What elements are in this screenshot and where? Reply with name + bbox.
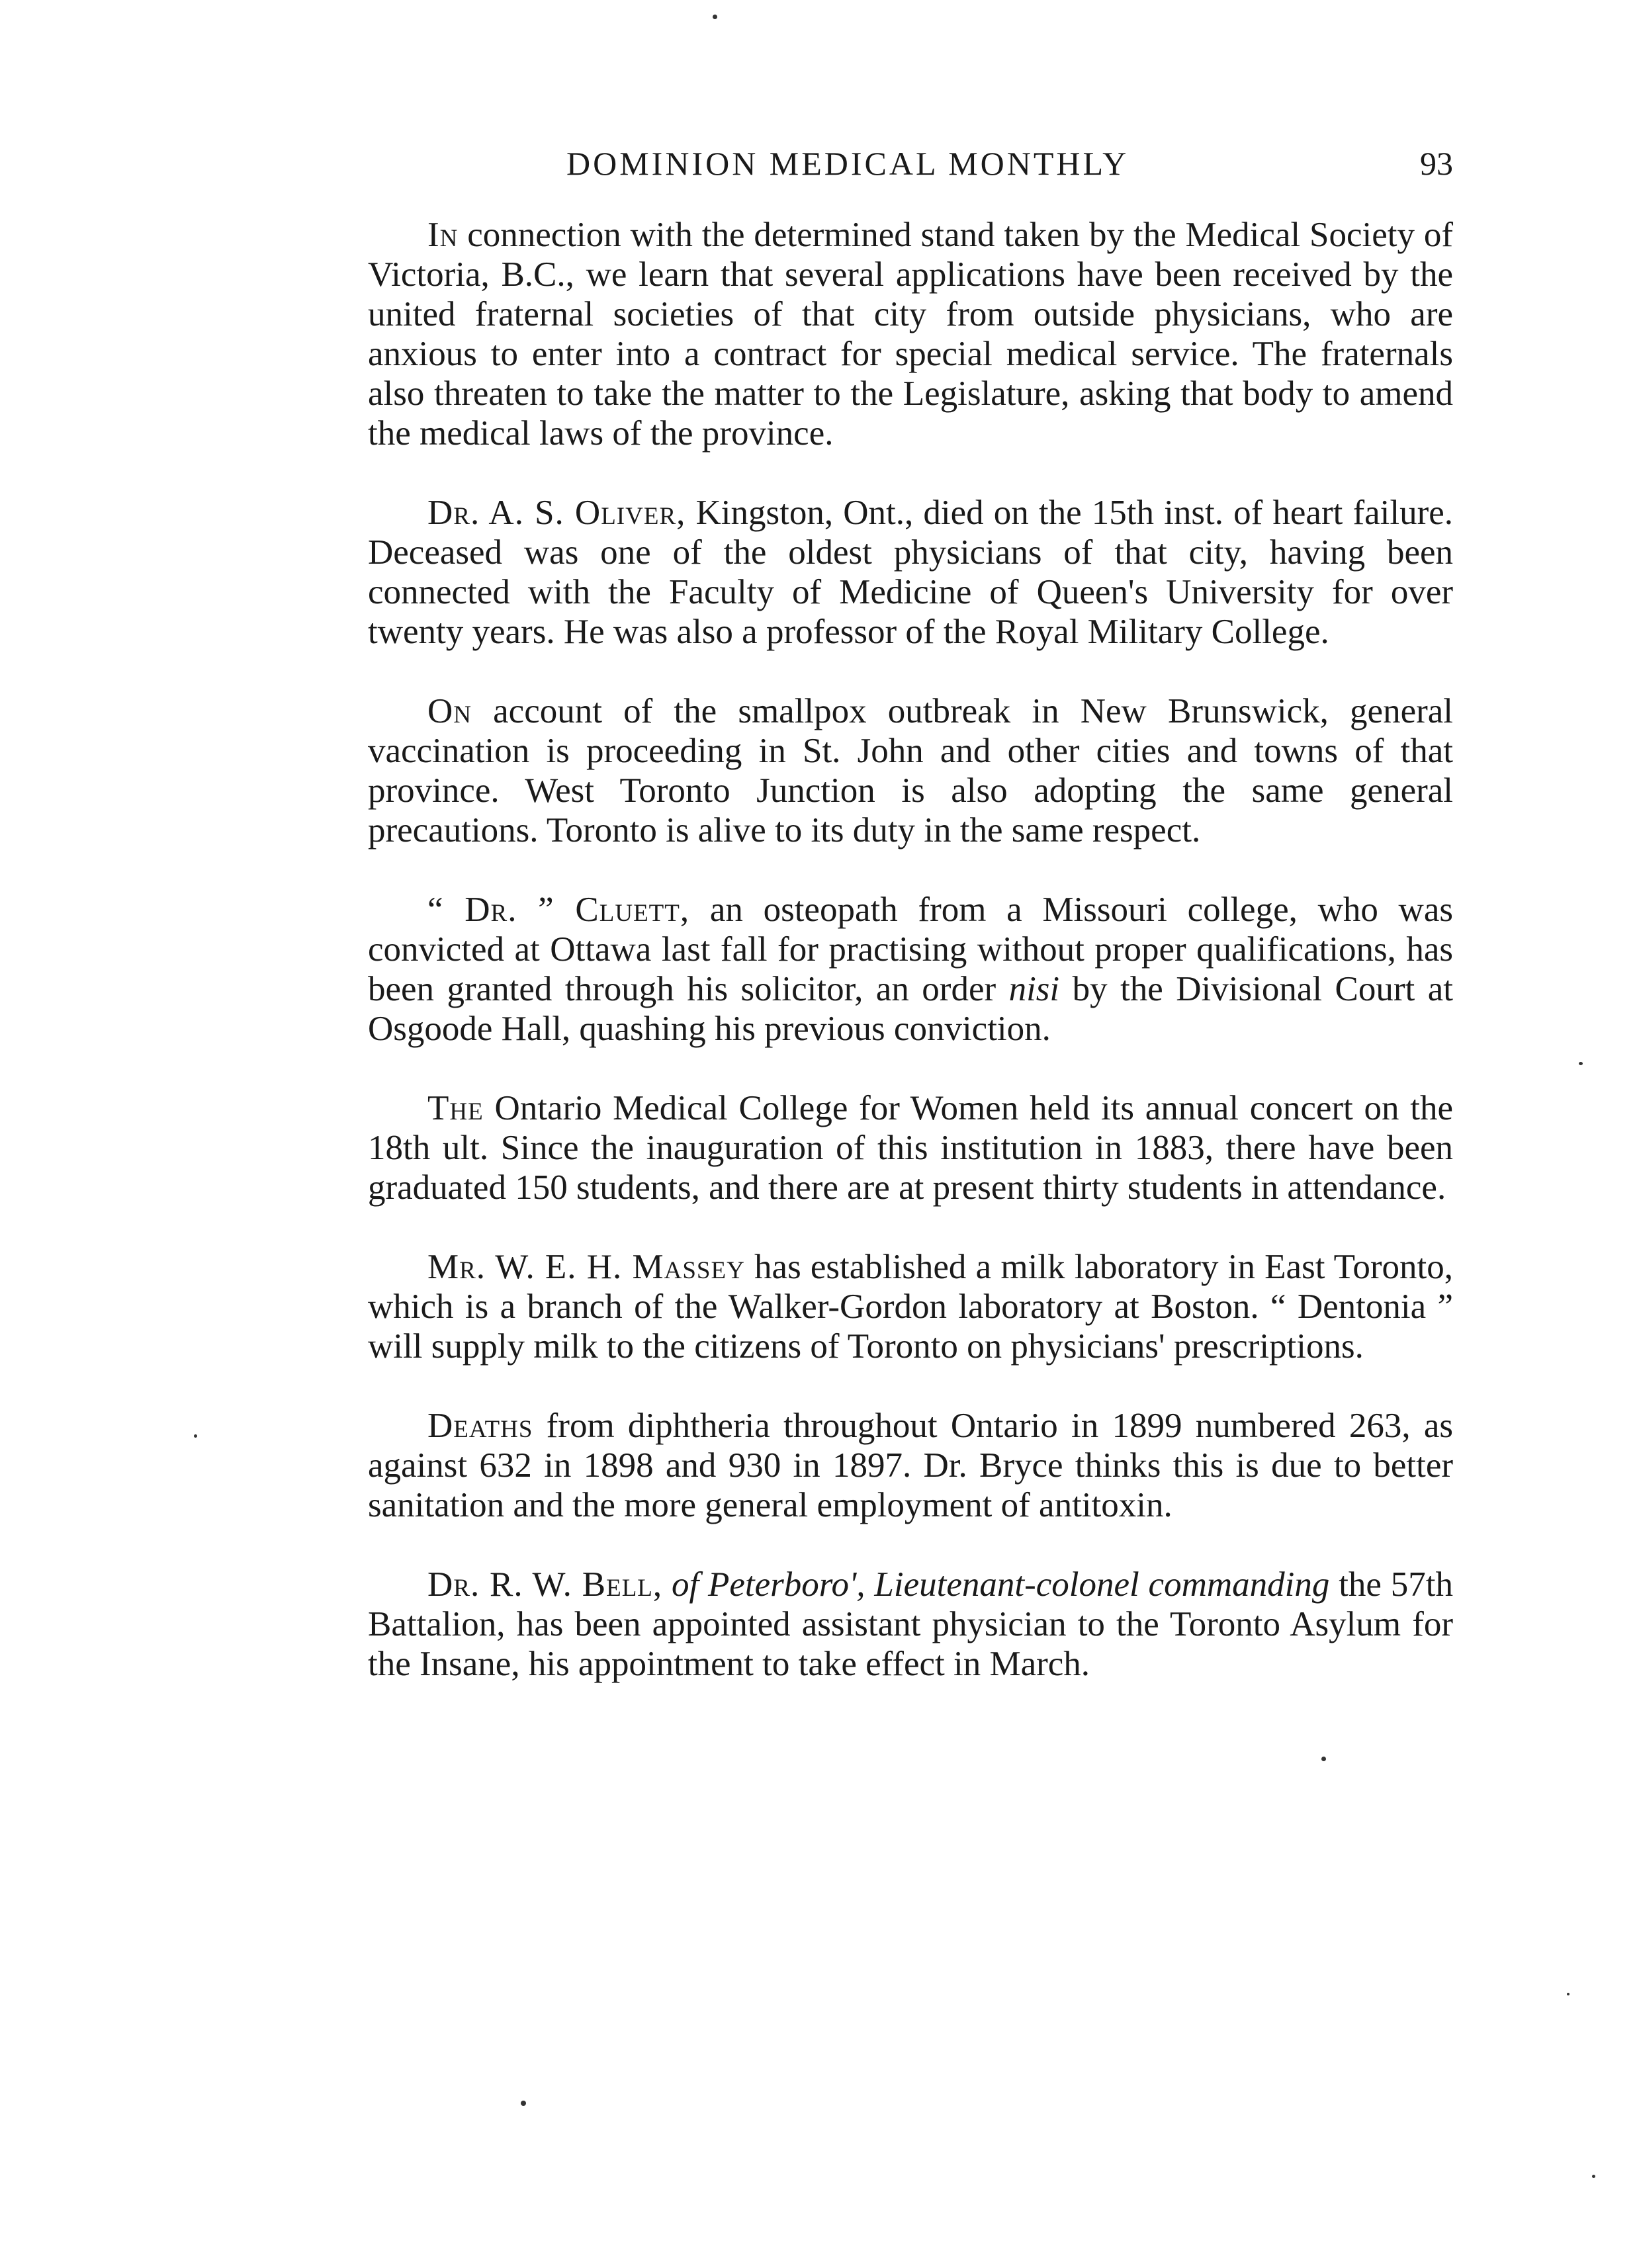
scan-speck bbox=[521, 2101, 526, 2106]
paragraph-text: the 57th Battalion, has been appointed assistant physician to the Toronto Asylum for the Insane, his appointment to take effect in March. bbox=[368, 1565, 1453, 1683]
paragraph-text: Kingston, Ont., died on the 15th inst. of heart failure. Deceased was one of the oldest physicians of that city, having been connected with the Faculty of Medicine of Queen's University for over twenty years. He was also a professor of the Royal Military College. bbox=[368, 494, 1453, 651]
paragraph-victoria-medical-society bbox=[368, 215, 1453, 453]
paragraph-lead: Deaths bbox=[427, 1407, 533, 1445]
scan-speck bbox=[1592, 2175, 1595, 2178]
paragraph-dr-bell bbox=[368, 1565, 1453, 1684]
paragraph-text: Ontario Medical College for Women held its annual concert on the 18th ult. Since the inauguration of this institution in 1883, there have been graduated 150 students, and there are at present thirty students in attendance. bbox=[368, 1089, 1453, 1207]
scan-speck bbox=[1321, 1757, 1326, 1761]
paragraph-text: connection with the determined stand taken by the Medical Society of Victoria, B.C., we learn that several applications have been received by the united fraternal societies of that city from outside physicians, who are anxious to enter into a contract for special medical service. The fraternals also threaten to take the matter to the Legislature, asking that body to amend the medical laws of the province. bbox=[368, 216, 1453, 453]
paragraph-text: from diphtheria throughout Ontario in 1899 numbered 263, as against 632 in 1898 and 930 in 1897. Dr. Bryce thinks this is due to better sanitation and the more general employment of antitoxin. bbox=[368, 1407, 1453, 1524]
paragraph-lead: The bbox=[427, 1089, 484, 1127]
paragraph-lead: Dr. A. S. Oliver, bbox=[427, 494, 686, 532]
paragraph-massey-milk-laboratory bbox=[368, 1247, 1453, 1366]
page-header bbox=[368, 144, 1453, 191]
paragraph-text: an osteopath from a Missouri college, who was convicted at Ottawa last fall for practising without proper qualifications, has been granted through his solicitor, an order bbox=[368, 891, 1453, 1008]
paragraph-diphtheria-deaths bbox=[368, 1406, 1453, 1525]
paragraph-text: account of the smallpox outbreak in New Brunswick, general vaccination is proceeding in St. John and other cities and towns of that province. West Toronto Junction is also adopting the same general precautions. Toronto is alive to its duty in the same respect. bbox=[368, 692, 1453, 850]
paragraph-smallpox-outbreak bbox=[368, 691, 1453, 850]
scan-speck bbox=[194, 1434, 197, 1438]
paragraph-lead: Dr. R. W. Bell, bbox=[427, 1565, 663, 1604]
paragraph-dr-cluett bbox=[368, 890, 1453, 1049]
paragraph-text bbox=[662, 1565, 672, 1604]
article-body bbox=[368, 215, 1453, 1723]
paragraph-italic: of Peterboro', Lieutenant-colonel commanding bbox=[671, 1565, 1330, 1604]
scan-speck bbox=[713, 15, 717, 19]
paragraph-text: by the Divisional Court at Osgoode Hall, quashing his previous conviction. bbox=[368, 970, 1453, 1048]
running-title: DOMINION MEDICAL MONTHLY bbox=[566, 145, 1129, 182]
scan-speck bbox=[1567, 1993, 1570, 1995]
paragraph-lead: “ Dr. ” Cluett, bbox=[427, 891, 690, 929]
paragraph-lead: In bbox=[427, 216, 459, 254]
paragraph-dr-oliver bbox=[368, 493, 1453, 652]
paragraph-lead: Mr. W. E. H. Massey bbox=[427, 1248, 745, 1286]
paragraph-text: has established a milk laboratory in East Toronto, which is a branch of the Walker-Gordon laboratory at Boston. “ Dentonia ” will supply milk to the citizens of Toronto on physicians' prescriptions. bbox=[368, 1248, 1453, 1366]
paragraph-lead: On bbox=[427, 692, 472, 730]
scan-speck bbox=[1579, 1062, 1583, 1065]
paragraph-ontario-medical-college bbox=[368, 1088, 1453, 1207]
page-number: 93 bbox=[1420, 145, 1453, 182]
paragraph-italic: nisi bbox=[1008, 970, 1060, 1008]
